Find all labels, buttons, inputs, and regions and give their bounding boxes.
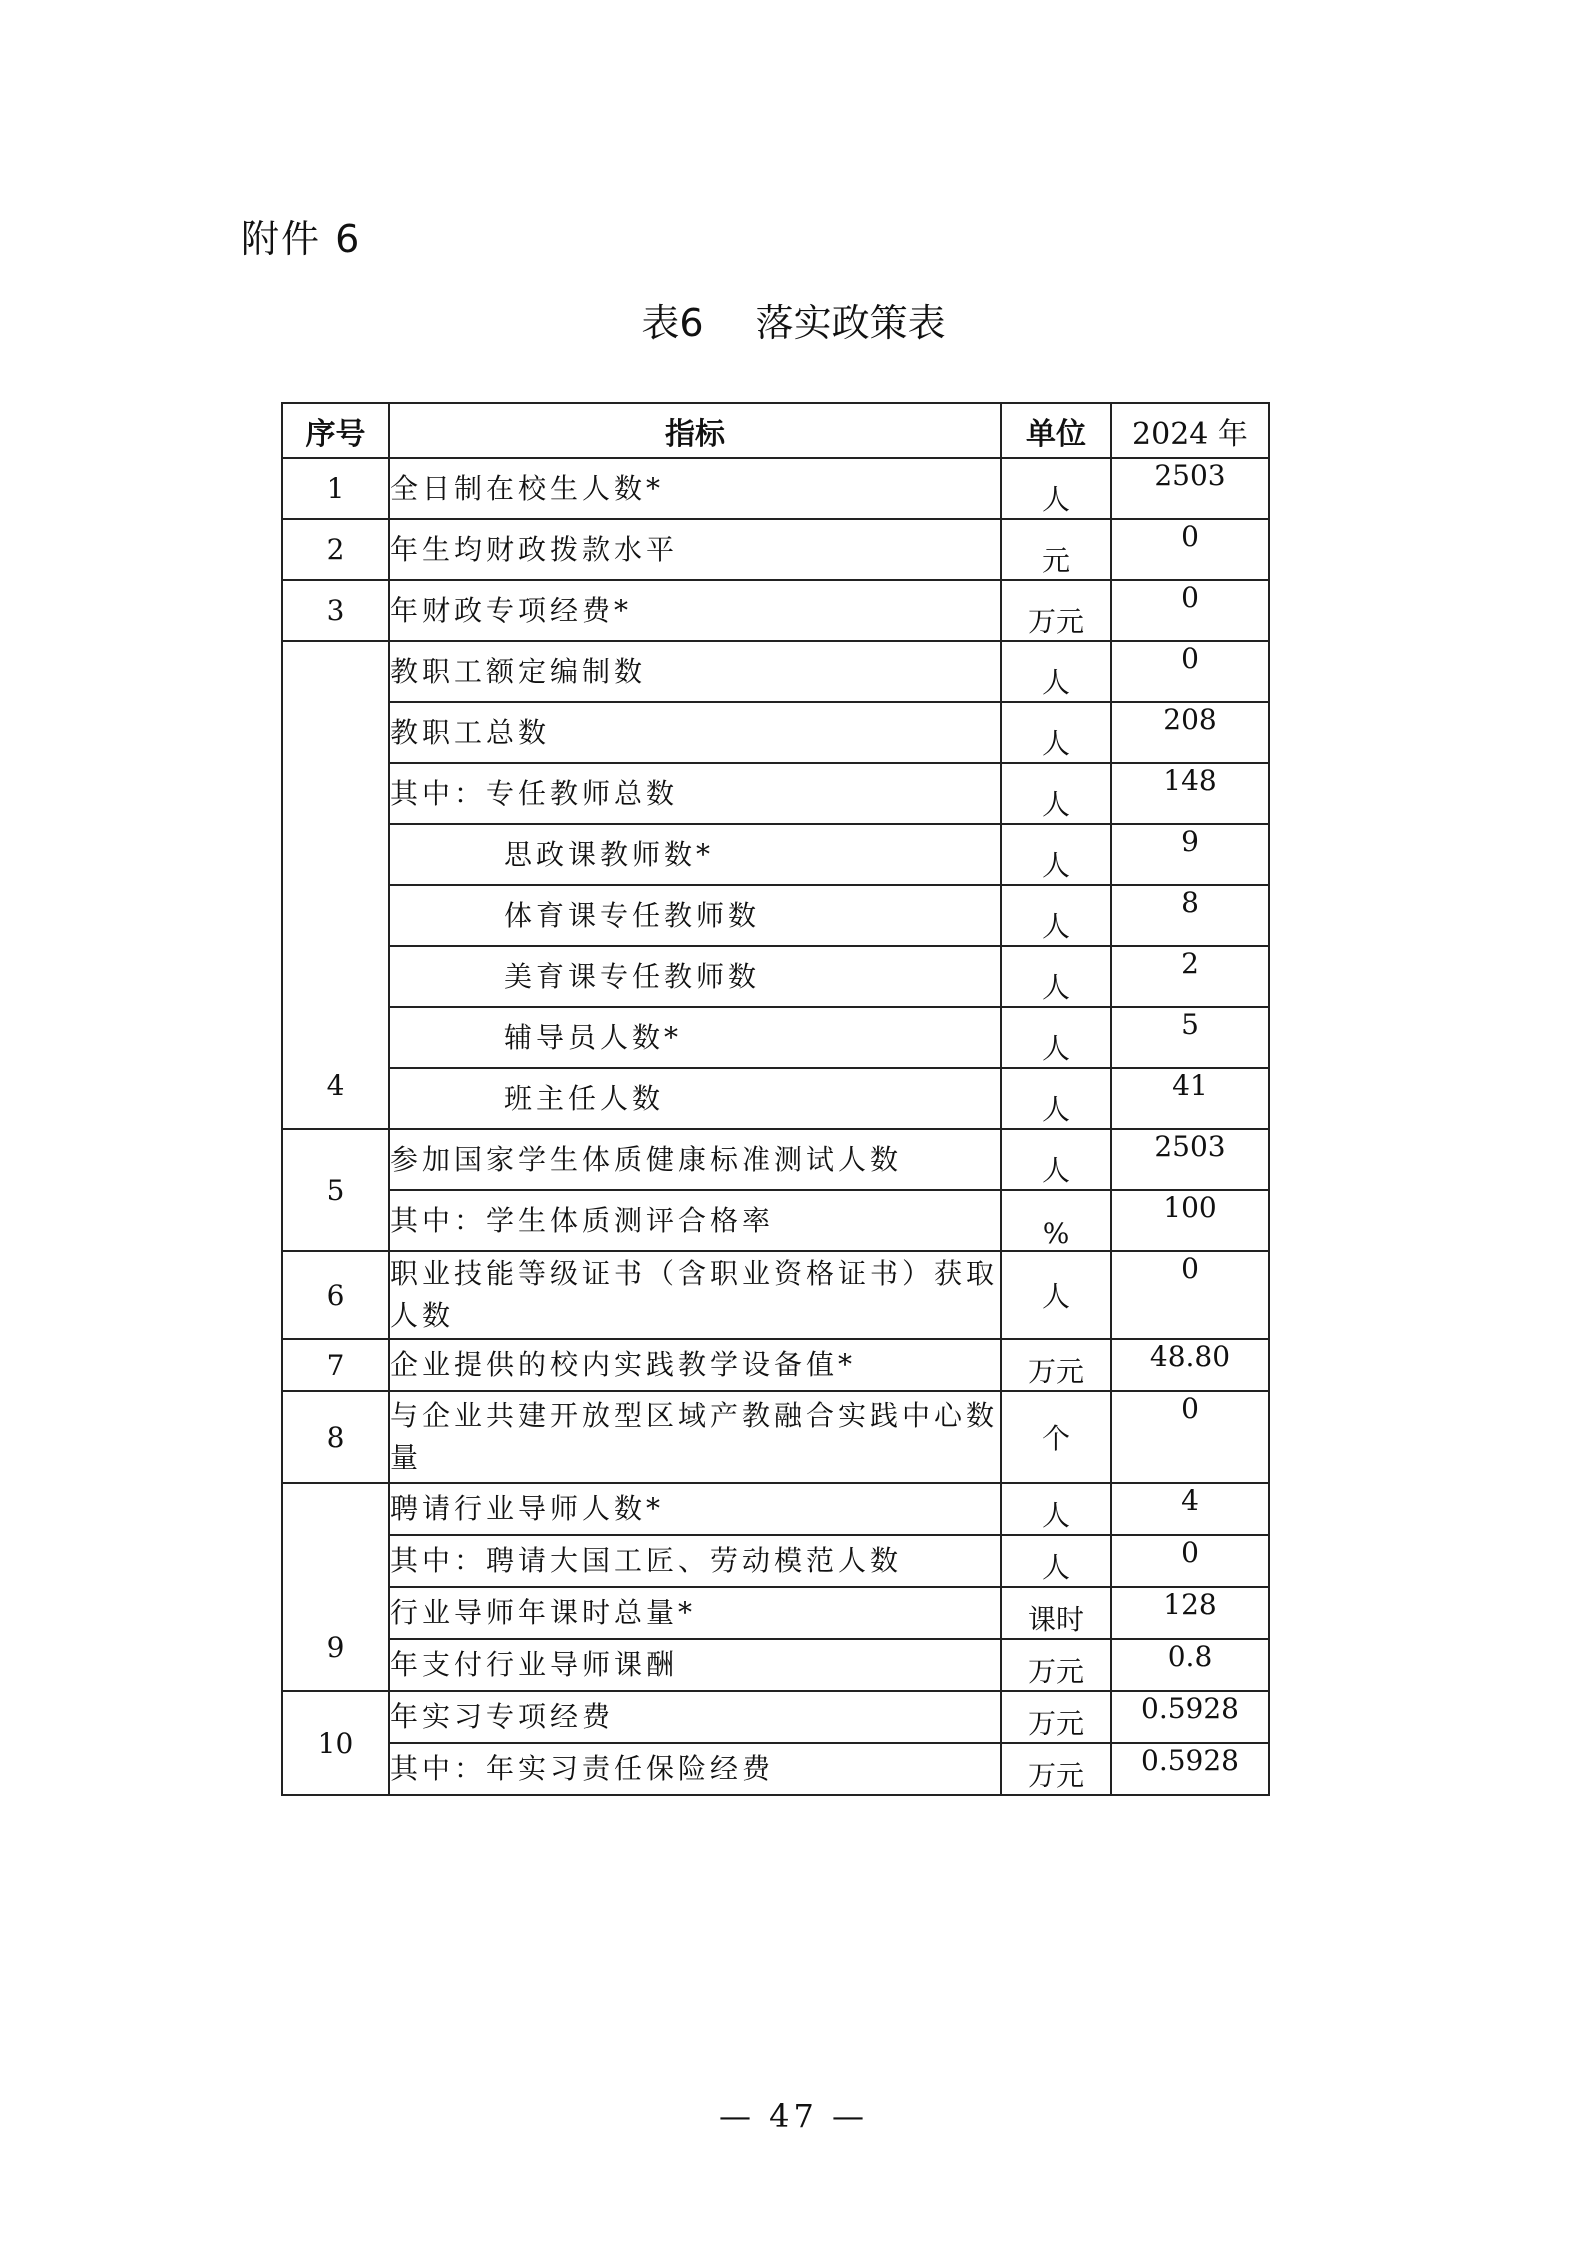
row-indicator: 与企业共建开放型区域产教融合实践中心数量	[389, 1391, 1001, 1483]
row-unit: 人	[1001, 763, 1111, 824]
row-unit: 人	[1001, 1535, 1111, 1587]
row-value: 0	[1111, 641, 1269, 702]
row-value: 100	[1111, 1190, 1269, 1251]
row-value: 0	[1111, 580, 1269, 641]
table-row	[282, 1483, 1269, 1535]
header-seq: 序号	[282, 403, 389, 458]
row-indicator: 职业技能等级证书（含职业资格证书）获取人数	[389, 1251, 1001, 1339]
table-row	[282, 1639, 1269, 1691]
row-indicator: 教职工总数	[389, 702, 1001, 763]
row-seq: 9	[282, 1483, 389, 1691]
row-unit: 人	[1001, 824, 1111, 885]
row-value: 8	[1111, 885, 1269, 946]
header-unit: 单位	[1001, 403, 1111, 458]
row-indicator: 体育课专任教师数	[389, 885, 1001, 946]
table-row	[282, 641, 1269, 702]
table-row	[282, 763, 1269, 824]
header-year: 2024 年	[1111, 403, 1269, 458]
row-seq: 4	[282, 641, 389, 1129]
header-indicator: 指标	[389, 403, 1001, 458]
row-value: 0.5928	[1111, 1743, 1269, 1795]
row-unit: 万元	[1001, 1639, 1111, 1691]
row-value: 0	[1111, 1391, 1269, 1483]
row-indicator: 其中：年实习责任保险经费	[389, 1743, 1001, 1795]
table-row	[282, 580, 1269, 641]
row-unit: 课时	[1001, 1587, 1111, 1639]
table-row	[282, 1391, 1269, 1483]
table-row	[282, 885, 1269, 946]
row-unit: 人	[1001, 458, 1111, 519]
row-indicator: 聘请行业导师人数*	[389, 1483, 1001, 1535]
row-indicator: 辅导员人数*	[389, 1007, 1001, 1068]
table-row	[282, 1587, 1269, 1639]
row-value: 41	[1111, 1068, 1269, 1129]
row-seq: 5	[282, 1129, 389, 1251]
table-row	[282, 1190, 1269, 1251]
row-indicator: 企业提供的校内实践教学设备值*	[389, 1339, 1001, 1391]
table-row	[282, 824, 1269, 885]
table-row	[282, 1007, 1269, 1068]
row-indicator: 班主任人数	[389, 1068, 1001, 1129]
row-value: 128	[1111, 1587, 1269, 1639]
row-unit: %	[1001, 1190, 1111, 1251]
attachment-label: 附件 6	[241, 217, 362, 261]
row-unit: 人	[1001, 1483, 1111, 1535]
row-value: 4	[1111, 1483, 1269, 1535]
row-unit: 人	[1001, 1129, 1111, 1190]
row-value: 2503	[1111, 458, 1269, 519]
row-indicator: 美育课专任教师数	[389, 946, 1001, 1007]
row-indicator: 年支付行业导师课酬	[389, 1639, 1001, 1691]
table-row	[282, 519, 1269, 580]
row-unit: 万元	[1001, 580, 1111, 641]
row-unit: 万元	[1001, 1339, 1111, 1391]
row-value: 2503	[1111, 1129, 1269, 1190]
row-indicator: 年实习专项经费	[389, 1691, 1001, 1743]
row-indicator: 年财政专项经费*	[389, 580, 1001, 641]
row-unit: 人	[1001, 1007, 1111, 1068]
row-seq: 8	[282, 1391, 389, 1483]
row-unit: 万元	[1001, 1743, 1111, 1795]
row-indicator: 其中：学生体质测评合格率	[389, 1190, 1001, 1251]
row-unit: 人	[1001, 1251, 1111, 1339]
row-unit: 人	[1001, 1068, 1111, 1129]
table-row	[282, 1068, 1269, 1129]
page-number: — 47 —	[718, 2097, 869, 2135]
policy-table	[281, 402, 1270, 1796]
table-row	[282, 1251, 1269, 1339]
row-value: 2	[1111, 946, 1269, 1007]
row-indicator: 教职工额定编制数	[389, 641, 1001, 702]
row-unit: 元	[1001, 519, 1111, 580]
row-indicator: 全日制在校生人数*	[389, 458, 1001, 519]
table-row	[282, 458, 1269, 519]
row-indicator: 思政课教师数*	[389, 824, 1001, 885]
row-unit: 人	[1001, 641, 1111, 702]
row-value: 0	[1111, 519, 1269, 580]
row-value: 0	[1111, 1251, 1269, 1339]
row-value: 148	[1111, 763, 1269, 824]
row-seq: 1	[282, 458, 389, 519]
table-row	[282, 1535, 1269, 1587]
row-unit: 人	[1001, 885, 1111, 946]
table-title	[0, 292, 1587, 347]
row-unit: 人	[1001, 946, 1111, 1007]
row-value: 0.8	[1111, 1639, 1269, 1691]
table-row	[282, 946, 1269, 1007]
row-value: 48.80	[1111, 1339, 1269, 1391]
row-indicator: 参加国家学生体质健康标准测试人数	[389, 1129, 1001, 1190]
row-value: 0.5928	[1111, 1691, 1269, 1743]
row-seq: 6	[282, 1251, 389, 1339]
table-number: 表6	[641, 301, 704, 345]
row-value: 9	[1111, 824, 1269, 885]
row-seq: 3	[282, 580, 389, 641]
table-row	[282, 1691, 1269, 1743]
row-seq: 10	[282, 1691, 389, 1795]
row-value: 5	[1111, 1007, 1269, 1068]
row-seq: 2	[282, 519, 389, 580]
row-indicator: 年生均财政拨款水平	[389, 519, 1001, 580]
row-seq: 7	[282, 1339, 389, 1391]
row-indicator: 其中：专任教师总数	[389, 763, 1001, 824]
table-row	[282, 1129, 1269, 1190]
table-row	[282, 1743, 1269, 1795]
row-indicator: 行业导师年课时总量*	[389, 1587, 1001, 1639]
row-value: 208	[1111, 702, 1269, 763]
table-row	[282, 702, 1269, 763]
row-indicator: 其中：聘请大国工匠、劳动模范人数	[389, 1535, 1001, 1587]
table-header-row	[282, 403, 1269, 458]
row-value: 0	[1111, 1535, 1269, 1587]
row-unit: 人	[1001, 702, 1111, 763]
row-unit: 个	[1001, 1391, 1111, 1483]
table-name: 落实政策表	[755, 301, 946, 345]
row-unit: 万元	[1001, 1691, 1111, 1743]
table-row	[282, 1339, 1269, 1391]
